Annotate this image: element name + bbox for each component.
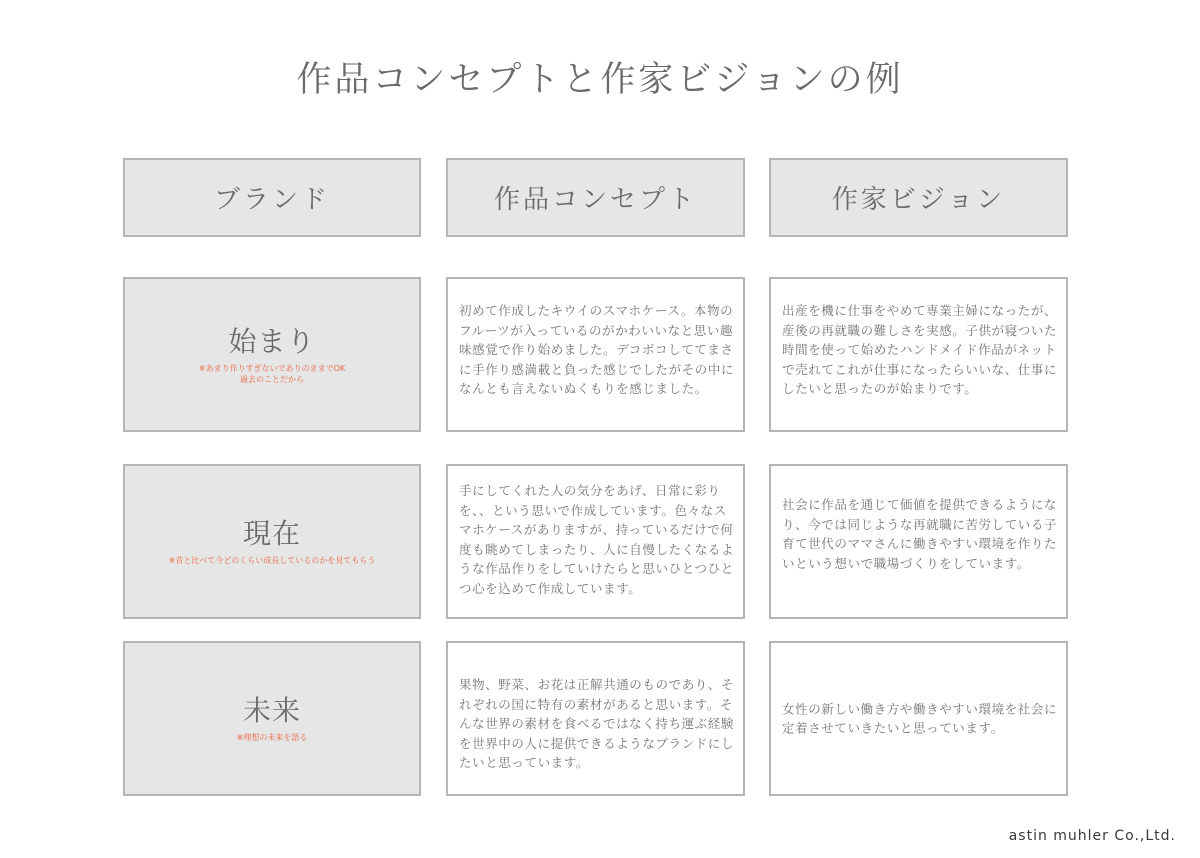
vision-text: 女性の新しい働き方や働きやすい環境を社会に定着させていきたいと思っています。 (782, 701, 1058, 736)
header-vision (769, 158, 1068, 237)
stage-note (169, 555, 376, 566)
stage-label: 始まり (228, 324, 316, 358)
concept-text: 初めて作成したキウイのスマホケース。本物のフルーツが入っているのがかわいいなと思い趣味感覚で作り始めました。デコボコしててまさに手作り感満載と負った感じでしたがその中になんとも言えないぬくもりを感じました。 (459, 303, 735, 396)
concept-text: 果物、野菜、お花は正解共通のものであり、それぞれの国に特有の素材があると思います。そんな世界の素材を食べるではなく持ち運ぶ経験を世界中の人に提供できるようなブランドにしたいと思っています。 (459, 677, 735, 770)
vision-present (769, 464, 1068, 619)
company-name: astin muhler Co.,Ltd. (1008, 828, 1176, 844)
stage-note-line: ※理想の未来を語る (236, 733, 308, 742)
stage-note-line: 過去のことだから (240, 374, 304, 384)
page-title: 作品コンセプトと作家ビジョンの例 (296, 60, 904, 100)
header-vision-label: 作家ビジョン (831, 185, 1006, 215)
concept-present (446, 464, 745, 619)
header-brand-label: ブランド (213, 185, 330, 215)
brand-stage-beginning (123, 277, 421, 432)
vision-text: 社会に作品を通じて価値を提供できるようになり、今では同じような再就職に苦労している子育て世代のママさんに働きやすい環境を作りたいという想いで職場づくりをしています。 (782, 497, 1058, 571)
stage-note (237, 732, 308, 743)
header-concept (446, 158, 745, 237)
concept-text: 手にしてくれた人の気分をあげ、日常に彩りを、、という思いで作成しています。色々なスマホケースがありますが、持っているだけで何度も眺めてしまったり、人に自慢したくなるような作品作りをしていけたらと思いひとつひとつ心を込めて作成しています。 (459, 483, 735, 596)
stage-note-line: ※あまり作りすぎないでありのままでOK (198, 363, 346, 373)
header-concept-label: 作品コンセプト (493, 185, 697, 215)
concept-beginning (446, 277, 745, 432)
vision-future (769, 641, 1068, 796)
concept-future (446, 641, 745, 796)
stage-label: 現在 (242, 517, 301, 550)
stage-note (199, 363, 345, 385)
header-brand (123, 158, 421, 237)
vision-beginning (769, 277, 1068, 432)
stage-label: 未来 (242, 694, 301, 727)
vision-text: 出産を機に仕事をやめて専業主婦になったが、産後の再就職の難しさを実感。子供が寝ついた時間を使って始めたハンドメイド作品がネットで売れてこれが仕事になったらいいな、仕事にしたいと思ったのが始まりです。 (782, 303, 1058, 396)
stage-note-line: ※昔と比べて今どのくらい成長しているのかを見てもらう (168, 556, 376, 565)
brand-stage-future (123, 641, 421, 796)
brand-stage-present (123, 464, 421, 619)
